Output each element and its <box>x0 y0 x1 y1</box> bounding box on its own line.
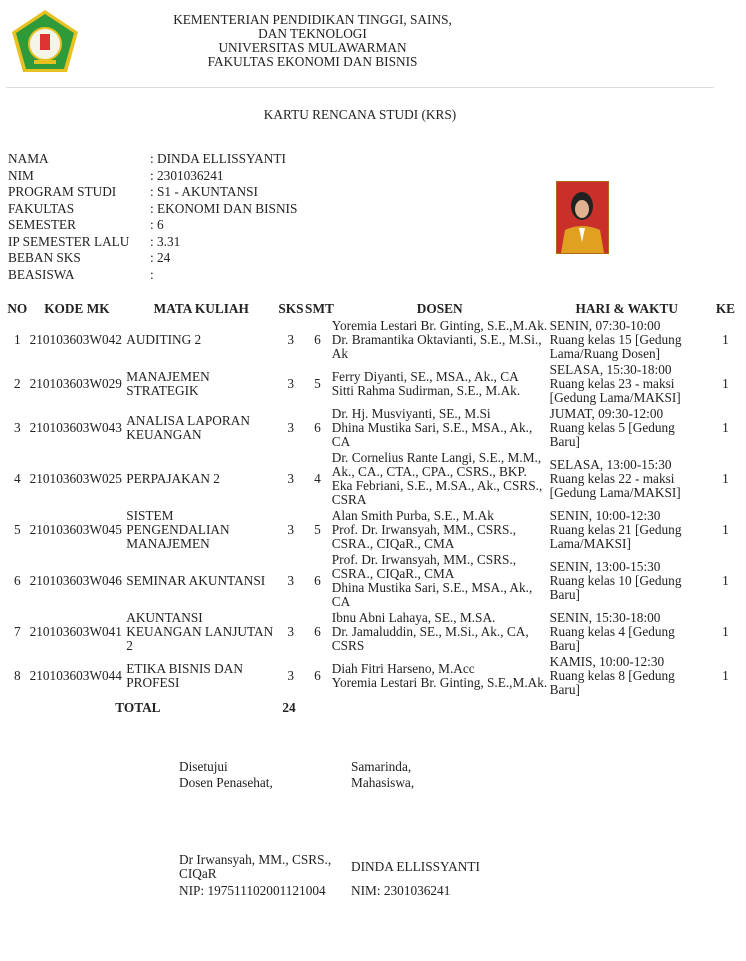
total-credits: 24 <box>282 700 296 715</box>
course-name: PERPAJAKAN 2 <box>126 471 220 486</box>
header-line: UNIVERSITAS MULAWARMAN <box>218 40 407 55</box>
column-header: KODE MK <box>44 301 110 316</box>
course-credits: 3 <box>287 668 295 683</box>
course-credits: 3 <box>287 376 295 391</box>
column-header: SKS <box>278 301 304 316</box>
schedule-room: Ruang kelas 8 [Gedung Baru] <box>549 668 675 697</box>
course-credits: 3 <box>287 471 295 486</box>
course-code: 210103603W044 <box>29 668 122 683</box>
course-name: SEMINAR AKUNTANSI <box>126 573 266 588</box>
lecturer-name: Dr. Jamaluddin, SE., M.Si., Ak., CA, CSRS <box>331 624 529 653</box>
info-label: NAMA <box>8 151 49 166</box>
student-signature <box>351 759 480 898</box>
advisor-name: Dr Irwansyah, MM., CSRS., CIQaR <box>179 852 332 881</box>
course-semester: 6 <box>314 420 321 435</box>
document-title: KARTU RENCANA STUDI (KRS) <box>263 107 457 122</box>
schedule <box>549 508 705 552</box>
schedule-room: Ruang kelas 23 - maksi [Gedung Lama/MAKSI] <box>549 376 681 405</box>
schedule-room: Ruang kelas 21 [Gedung Lama/MAKSI] <box>549 522 682 551</box>
class-number: 1 <box>722 573 729 588</box>
info-label: IP SEMESTER LALU <box>8 233 130 249</box>
lecturer-name: Prof. Dr. Irwansyah, MM., CSRS., CSRA., CIQaR., CMA <box>331 552 517 581</box>
class-number: 1 <box>722 471 729 486</box>
lecturers <box>331 610 549 654</box>
column-header: SMT <box>305 301 334 316</box>
institution-header <box>150 13 475 69</box>
lecturer-name: Eka Febriani, S.E., M.SA., Ak., CSRS., CSRA <box>331 478 543 507</box>
schedule-time: JUMAT, 09:30-12:00 <box>549 406 664 421</box>
column-header: MATA KULIAH <box>153 301 249 316</box>
schedule-room: Ruang kelas 4 [Gedung Baru] <box>549 624 675 653</box>
lecturer-name: Sitti Rahma Sudirman, S.E., M.Ak. <box>331 383 521 398</box>
info-value: : 6 <box>150 217 164 232</box>
schedule-time: SENIN, 10:00-12:30 <box>549 508 661 523</box>
row-number: 2 <box>13 376 21 391</box>
lecturer-name: Yoremia Lestari Br. Ginting, S.E.,M.Ak. <box>331 675 548 690</box>
course-code: 210103603W029 <box>29 376 122 391</box>
schedule-room: Ruang kelas 15 [Gedung Lama/Ruang Dosen] <box>549 332 682 361</box>
schedule-time: SENIN, 15:30-18:00 <box>549 610 661 625</box>
info-value: : 24 <box>150 250 171 265</box>
divider <box>6 87 714 88</box>
course-code: 210103603W043 <box>29 420 122 435</box>
info-row <box>8 235 297 252</box>
row-number: 6 <box>13 573 21 588</box>
class-number: 1 <box>722 522 729 537</box>
class-number: 1 <box>722 376 729 391</box>
course-code: 210103603W046 <box>29 573 122 588</box>
lecturer-name: Dr. Bramantika Oktavianti, S.E., M.Si., Ak <box>331 332 542 361</box>
table-row <box>6 450 746 508</box>
info-row <box>8 185 297 202</box>
table-row <box>6 318 746 362</box>
row-number: 7 <box>13 624 21 639</box>
table-row <box>6 654 746 698</box>
info-label: BEBAN SKS <box>8 250 81 265</box>
info-row <box>8 152 297 169</box>
info-label: BEASISWA <box>8 266 75 282</box>
lecturers <box>331 552 549 610</box>
class-number: 1 <box>722 668 729 683</box>
row-number: 8 <box>13 668 21 683</box>
student-label: Mahasiswa, <box>351 775 415 790</box>
course-code: 210103603W042 <box>29 332 122 347</box>
info-row <box>8 202 297 219</box>
lecturer-name: Ferry Diyanti, SE., MSA., Ak., CA <box>331 369 519 384</box>
course-credits: 3 <box>287 332 295 347</box>
lecturer-name: Dr. Cornelius Rante Langi, S.E., M.M., Ak., CA., CTA., CPA., CSRS., BKP. <box>331 450 542 479</box>
course-semester: 6 <box>314 624 321 639</box>
info-label: FAKULTAS <box>8 200 75 216</box>
info-row <box>8 218 297 235</box>
spacer <box>6 698 29 718</box>
lecturer-name: Diah Fitri Harseno, M.Acc <box>331 661 475 676</box>
info-label: NIM <box>8 167 34 183</box>
schedule <box>549 450 705 508</box>
header-line: FAKULTAS EKONOMI DAN BISNIS <box>207 54 418 69</box>
schedule <box>549 654 705 698</box>
total-label: TOTAL <box>115 700 161 715</box>
schedule-time: SENIN, 13:00-15:30 <box>549 559 661 574</box>
row-number: 1 <box>13 332 21 347</box>
lecturer-name: Prof. Dr. Irwansyah, MM., CSRS., CSRA., CIQaR., CMA <box>331 522 517 551</box>
course-code: 210103603W025 <box>29 471 122 486</box>
course-name: ANALISA LAPORAN KEUANGAN <box>126 413 250 442</box>
lecturer-name: Dhina Mustika Sari, S.E., MSA., Ak., CA <box>331 420 533 449</box>
course-semester: 6 <box>314 573 321 588</box>
schedule-time: SENIN, 07:30-10:00 <box>549 318 661 333</box>
course-credits: 3 <box>287 573 295 588</box>
row-number: 5 <box>13 522 21 537</box>
course-credits: 3 <box>287 624 295 639</box>
lecturers <box>331 406 549 450</box>
lecturers <box>331 450 549 508</box>
info-label: PROGRAM STUDI <box>8 184 117 199</box>
lecturer-name: Alan Smith Purba, S.E., M.Ak <box>331 508 494 523</box>
header-line: DAN TEKNOLOGI <box>258 26 367 41</box>
course-semester: 5 <box>314 376 321 391</box>
class-number: 1 <box>722 420 729 435</box>
schedule-time: SELASA, 13:00-15:30 <box>549 457 672 472</box>
course-name: AKUNTANSI KEUANGAN LANJUTAN 2 <box>126 610 274 653</box>
student-nim: NIM: 2301036241 <box>351 883 451 898</box>
lecturers <box>331 362 549 406</box>
info-value: : 2301036241 <box>150 167 224 183</box>
schedule <box>549 318 705 362</box>
info-value: : S1 - AKUNTANSI <box>150 184 258 199</box>
info-value: : <box>150 266 154 282</box>
class-number: 1 <box>722 624 729 639</box>
advisor-nip: NIP: 197511102001121004 <box>179 883 326 898</box>
course-name: AUDITING 2 <box>126 332 202 347</box>
info-value: : EKONOMI DAN BISNIS <box>150 200 298 216</box>
student-info <box>8 152 297 284</box>
course-name: MANAJEMEN STRATEGIK <box>126 369 210 398</box>
course-name: SISTEM PENGENDALIAN MANAJEMEN <box>126 508 230 551</box>
lecturers <box>331 318 549 362</box>
info-row <box>8 268 297 285</box>
table-row <box>6 406 746 450</box>
row-number: 3 <box>13 420 21 435</box>
info-value: : 3.31 <box>150 233 181 249</box>
table-row <box>6 610 746 654</box>
schedule-room: Ruang kelas 10 [Gedung Baru] <box>549 573 682 602</box>
lecturer-name: Yoremia Lestari Br. Ginting, S.E.,M.Ak. <box>331 318 548 333</box>
course-code: 210103603W041 <box>29 624 122 639</box>
student-name: DINDA ELLISSYANTI <box>351 859 480 874</box>
course-name: ETIKA BISNIS DAN PROFESI <box>126 661 243 690</box>
row-number: 4 <box>13 471 21 486</box>
student-photo <box>556 181 609 254</box>
course-semester: 5 <box>314 522 321 537</box>
table-row <box>6 508 746 552</box>
info-row <box>8 251 297 268</box>
place-label: Samarinda, <box>351 759 412 774</box>
course-semester: 4 <box>314 471 321 486</box>
schedule-room: Ruang kelas 22 - maksi [Gedung Lama/MAKSI] <box>549 471 681 500</box>
total-row <box>6 698 746 718</box>
column-header: KE <box>715 301 736 316</box>
lecturers <box>331 654 549 698</box>
university-logo <box>10 8 80 76</box>
schedule-time: SELASA, 15:30-18:00 <box>549 362 672 377</box>
header-line: KEMENTERIAN PENDIDIKAN TINGGI, SAINS, <box>173 12 452 27</box>
schedule <box>549 406 705 450</box>
table-row <box>6 362 746 406</box>
lecturer-name: Ibnu Abni Lahaya, SE., M.SA. <box>331 610 496 625</box>
course-semester: 6 <box>314 332 321 347</box>
info-value: : DINDA ELLISSYANTI <box>150 151 286 166</box>
info-row <box>8 169 297 186</box>
column-header: DOSEN <box>416 301 463 316</box>
lecturer-name: Dhina Mustika Sari, S.E., MSA., Ak., CA <box>331 580 533 609</box>
schedule-time: KAMIS, 10:00-12:30 <box>549 654 665 669</box>
schedule <box>549 552 705 610</box>
course-credits: 3 <box>287 420 295 435</box>
class-number: 1 <box>722 332 729 347</box>
schedule <box>549 610 705 654</box>
lecturers <box>331 508 549 552</box>
lecturer-name: Dr. Hj. Musviyanti, SE., M.Si <box>331 406 491 421</box>
approval-label: Disetujui <box>179 759 228 774</box>
spacer <box>29 698 126 718</box>
schedule <box>549 362 705 406</box>
course-code: 210103603W045 <box>29 522 122 537</box>
column-header: HARI & WAKTU <box>575 301 678 316</box>
course-semester: 6 <box>314 668 321 683</box>
advisor-signature <box>179 759 332 898</box>
info-label: SEMESTER <box>8 217 76 232</box>
table-row <box>6 552 746 610</box>
column-header: NO <box>7 301 28 316</box>
advisor-label: Dosen Penasehat, <box>179 775 273 790</box>
schedule-room: Ruang kelas 5 [Gedung Baru] <box>549 420 675 449</box>
course-credits: 3 <box>287 522 295 537</box>
course-table <box>6 300 746 718</box>
